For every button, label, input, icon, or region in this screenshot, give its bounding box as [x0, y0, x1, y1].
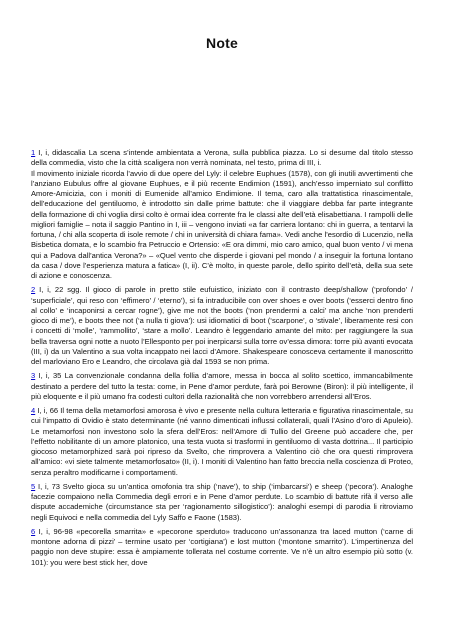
note-paragraph	[31, 406, 413, 478]
note-paragraph	[31, 148, 413, 169]
note-text: I, i, 35 La convenzionale condanna della follia d’amore, messa in bocca al solito scettico, immancabilmente destinato a perdere del tutto la testa: come, in Pene d’amor perdute, farà poi Berowne (Biron): il più intelligente, il più eloquente e il più umano fra codesti cultori della razionalità che non vorrebbero arrendersi all’Eros.	[31, 371, 413, 401]
note-4	[31, 406, 413, 478]
note-ref-link[interactable]: 1	[31, 148, 36, 157]
note-ref-link[interactable]: 4	[31, 406, 36, 415]
note-ref-link[interactable]: 2	[31, 285, 36, 295]
note-5	[31, 482, 413, 523]
page-title: Note	[206, 35, 238, 51]
note-paragraph	[31, 527, 413, 568]
note-2	[31, 285, 413, 367]
note-6	[31, 527, 413, 568]
note-text: I, i, 22 sgg. Il gioco di parole in pretto stile eufuistico, iniziato con il contrasto deep/shallow (‘profondo’ / ‘superficiale’, qui reso con ‘effimero’ / ‘eterno’), si fa intraducibile con over shoes e over boots (‘esserci dentro fino al collo’ e ‘incaponirsi a cercar rogne’), give me not the boots (‘non prendermi a calci’ ma anche ‘non prenderti gioco di me’), e boots thee not (‘a nulla ti giova’): usi idiomatici di boot (‘scarpone’, o ‘stivale’, liberamente resi con i concetti di ‘molle’, ‘rammollito’, ‘stare a mollo’. Leandro è leggendario amante del mito: per raggiungere la sua bella traversa ogni notte a nuoto l’Ellesponto per poi inerpicarsi sulla torre ov’essa dimora: torre più avanti evocata (III, i) da un Valentino a sua volta incappato nei lacci d’Amore. Shakespeare conosceva certamente il manoscritto del marloviano Ero e Leandro, che circolava già dal 1593 se non prima.	[31, 285, 413, 366]
note-paragraph	[31, 371, 413, 402]
note-paragraph	[31, 285, 413, 367]
note-text: I, i, didascalia La scena s’intende ambientata a Verona, sulla pubblica piazza. Lo si desume dal titolo stesso della commedia, visto che la città scaligera non verrà nominata, nel testo, prima di III, i.	[31, 148, 413, 168]
note-text: I, i, 73 Svelto gioca su un’antica omofonia tra ship (‘nave’), to ship (‘imbarcarsi’) e sheep (‘pecora’). Analoghe facezie compaiono nella Commedia degli errori e in Pene d’amor perdute. Lo scambio di battute rifà il verso alle dispute accademiche (circumstance sta per ‘ragionamento sillogistico’): analoghi esempi di parodia li ritroviamo negli Equivoci e nella commedia del Lyly Saffo e Faone (1583).	[31, 481, 413, 522]
note-3	[31, 371, 413, 402]
note-text: I, i, 66 Il tema della metamorfosi amorosa è vivo e presente nella cultura letteraria e figurativa rinascimentale, su cui l’impatto di Ovidio è stato determinante (né vanno dimenticati influssi collaterali, quali l’Asino d’oro di Apuleio). Le metamorfosi non investono solo la sfera dell’Eros: nell’Amore di Tullio del Greene può accadere che, per l’effetto nobilitante di un amore platonico, una testa vuota si trasformi in gentiluomo di vasta dottrina... Il participio giocoso metamorphized sarà poi ripreso da Svelto, che rimprovera a Valentino ciò che ora questi rimprovera all’amico: «vi siete talmente metamorfosato» (II, i). I moniti di Valentino han fatto breccia nella coscienza di Proteo, senza peraltro modificarne i comportamenti.	[31, 406, 413, 477]
note-ref-link[interactable]: 6	[31, 526, 36, 536]
note-paragraph	[31, 169, 413, 282]
note-paragraph	[31, 482, 413, 523]
note-text: Il movimento iniziale ricorda l’avvio di due opere del Lyly: il celebre Euphues (1578), con gli inutili avvertimenti che l’anziano Eubulus offre al giovane Euphues, e il più recente Endimion (1591), anch’esso imperniato sul conflitto Amore-Amicizia, con i moniti di Eumenide all’amico Endimione. Il tema, caro alla trattatistica rinascimentale, dell’educazione del gentiluomo, è introdotto sin dalle prime battute: che il viaggiare debba far parte integrante della formazione di chi voglia dirsi colto è ormai idea corrente fra le classi alte dell’età elisabettiana. I rampolli delle migliori famiglie – nota il saggio Pantino in I, iii – vengono inviati «a far carriera lontano: chi in guerra, a tentarvi la fortuna, / chi alla scoperta di isole remote / chi in università di chiara fama». Vedi anche l’esordio di Lucenzio, nella Bisbetica domata, e lo scambio fra Petruccio e Ortensio: «E ora dimmi, mio caro amico, qual buon vento / vi mena qui a Padova dall’antica Verona?» – «Quel vento che disperde i giovani pel mondo / a inseguir la fortuna lontano da casa / dove l’esperienza matura a fatica» (I, ii). C’è molto, in queste parole, dello spirito dell’età, della sua sete di azione e conoscenza.	[31, 168, 413, 280]
note-1	[31, 148, 413, 281]
note-ref-link[interactable]: 3	[31, 371, 36, 381]
note-text: I, i, 96-98 «pecorella smarrita» e «pecorone sperduto» traducono un’assonanza tra laced mutton (‘carne di montone adorna di pizzi’ – termine usato per ‘cortigiana’) e lost mutton (‘montone smarrito’). L’impertinenza del paggio non deve stupire: essa è ampiamente tollerata nel costume corrente. Ve n’è un altro esempio più sotto (v. 101): you were best stick her, dove	[31, 526, 413, 567]
note-ref-link[interactable]: 5	[31, 481, 36, 491]
